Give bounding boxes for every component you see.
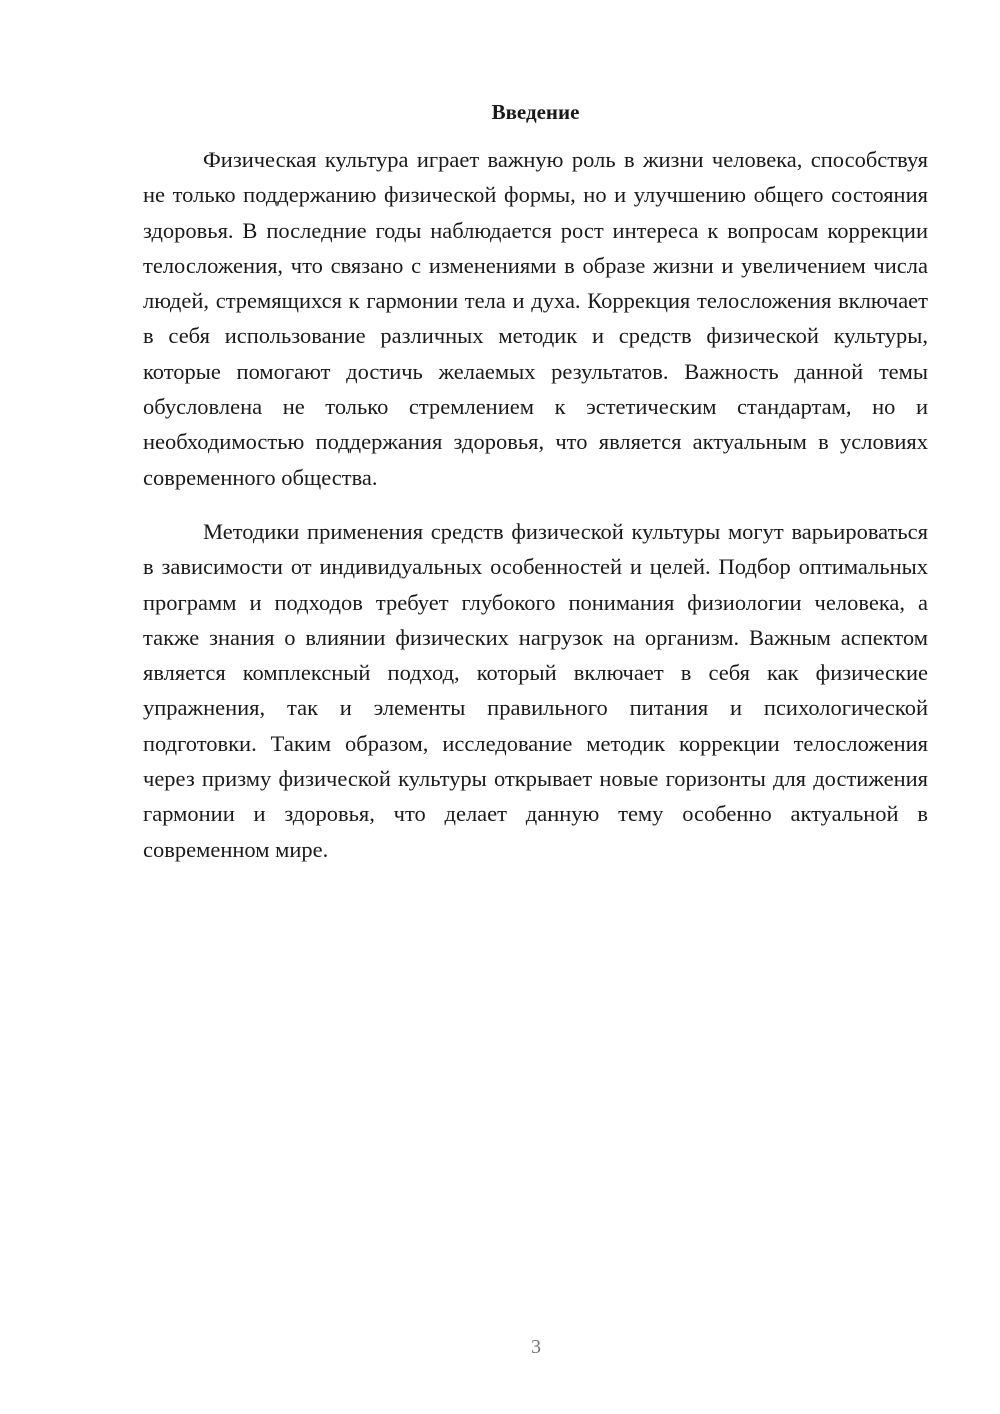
paragraph-1: Физическая культура играет важную роль в жизни человека, способствуя не только поддержанию физической формы, но и улучшению общего состояния здоровья. В последние годы наблюдается рост интереса к вопросам коррекции телосложения, что связано с изменениями в образе жизни и увеличением числа людей, стремящихся к гармонии тела и духа. Коррекция телосложения включает в себя использование различных методик и средств физической культуры, которые помогают достичь желаемых результатов. Важность данной темы обусловлена не только стремлением к эстетическим стандартам, но и необходимостью поддержания здоровья, что является актуальным в условиях современного общества.	[143, 147, 928, 490]
paragraph-2: Методики применения средств физической культуры могут варьироваться в зависимости от индивидуальных особенностей и целей. Подбор оптимальных программ и подходов требует глубокого понимания физиологии человека, а также знания о влиянии физических нагрузок на организм. Важным аспектом является комплексный подход, который включает в себя как физические упражнения, так и элементы правильного питания и психологической подготовки. Таким образом, исследование методик коррекции телосложения через призму физической культуры открывает новые горизонты для достижения гармонии и здоровья, что делает данную тему особенно актуальной в современном мире.	[143, 518, 928, 862]
body-text	[143, 142, 928, 867]
section-title: Введение	[491, 100, 580, 124]
page-number: 3	[531, 1336, 541, 1358]
